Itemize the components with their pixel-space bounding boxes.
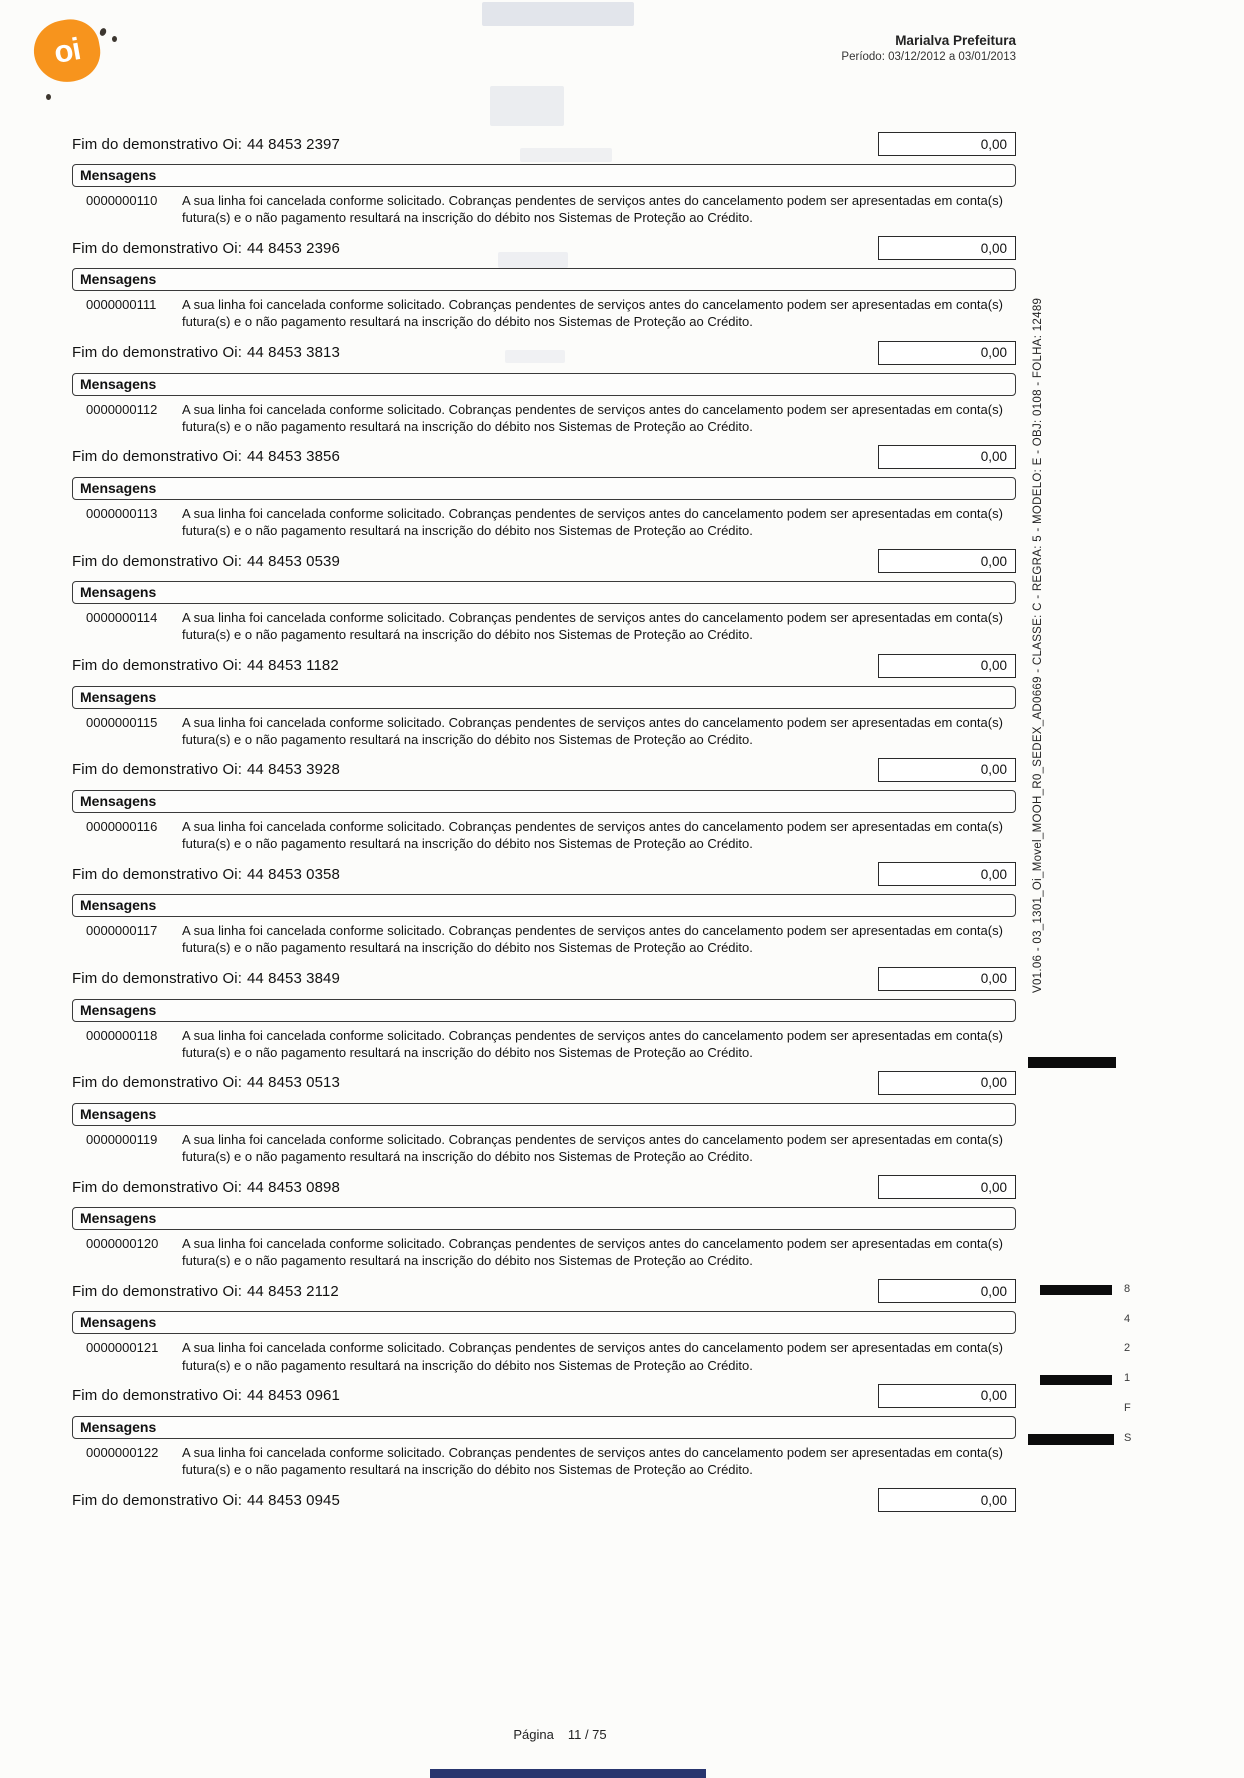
demonstrativo-block [72, 1384, 1016, 1481]
message-text: A sua linha foi cancelada conforme solicitado. Cobranças pendentes de serviços antes do cancelamento podem ser apresentadas em conta(s) futura(s) e o não pagamento resultará na inscrição do débito nos Sistemas de Proteção ao Crédito. [182, 297, 1003, 330]
demonstrativo-block [72, 236, 1016, 333]
demonstrativo-block [72, 1279, 1016, 1376]
fim-prefix: Fim do demonstrativo Oi: [72, 1491, 242, 1509]
demonstrativo-block [72, 1488, 1016, 1512]
fim-demonstrativo-row [72, 1488, 1016, 1512]
message-code: 0000000122 [86, 1444, 159, 1460]
message-text: A sua linha foi cancelada conforme solicitado. Cobranças pendentes de serviços antes do cancelamento podem ser apresentadas em conta(s) futura(s) e o não pagamento resultará na inscrição do débito nos Sistemas de Proteção ao Crédito. [182, 818, 1003, 852]
mensagens-section [72, 164, 1016, 229]
mensagens-section [72, 790, 1016, 855]
print-mark-letter: 8 [1124, 1283, 1131, 1295]
message-row [72, 187, 1016, 229]
demonstrativo-block [72, 549, 1016, 646]
phone-number: 44 8453 0945 [246, 1491, 340, 1509]
print-mark-letter: S [1124, 1432, 1132, 1444]
scan-artifact [490, 86, 564, 126]
fim-demonstrativo-label [72, 866, 340, 883]
message-text: A sua linha foi cancelada conforme solicitado. Cobranças pendentes de serviços antes do cancelamento podem ser apresentadas em conta(s) futura(s) e o não pagamento resultará na inscrição do débito nos Sistemas de Proteção ao Crédito. [182, 610, 1003, 643]
fim-demonstrativo-label [72, 448, 340, 465]
message-text: A sua linha foi cancelada conforme solicitado. Cobranças pendentes de serviços antes do cancelamento podem ser apresentadas em conta(s) futura(s) e o não pagamento resultará na inscrição do débito nos Sistemas de Proteção ao Crédito. [182, 193, 1003, 226]
message-row [72, 709, 1016, 751]
message-text: A sua linha foi cancelada conforme solicitado. Cobranças pendentes de serviços antes do cancelamento podem ser apresentadas em conta(s) futura(s) e o não pagamento resultará na inscrição do débito nos Sistemas de Proteção ao Crédito. [182, 1131, 1003, 1164]
mensagens-title: Mensagens [80, 479, 157, 496]
amount-value: 0,00 [980, 345, 1007, 361]
page-label: Página [513, 1727, 554, 1742]
mensagens-section [72, 1416, 1016, 1481]
fim-prefix: Fim do demonstrativo Oi: [72, 135, 242, 153]
amount-box [878, 1175, 1016, 1199]
message-code: 0000000115 [86, 714, 158, 730]
phone-number: 44 8453 0358 [246, 865, 340, 883]
mensagens-header [72, 268, 1016, 291]
mensagens-title: Mensagens [80, 1105, 157, 1122]
fim-demonstrativo-row [72, 862, 1016, 886]
mensagens-section [72, 373, 1016, 438]
mensagens-title: Mensagens [80, 1210, 157, 1227]
fim-demonstrativo-label [72, 1074, 340, 1091]
fim-demonstrativo-row [72, 1071, 1016, 1095]
amount-value: 0,00 [980, 240, 1007, 256]
mensagens-section [72, 1311, 1016, 1376]
message-row [72, 1126, 1016, 1168]
mensagens-header [72, 1207, 1016, 1230]
message-code: 0000000119 [86, 1131, 158, 1147]
amount-value: 0,00 [980, 1388, 1007, 1404]
message-row [72, 813, 1016, 855]
demonstrativo-block [72, 132, 1016, 229]
demonstrativo-block [72, 654, 1016, 751]
message-row [72, 1022, 1016, 1064]
amount-value: 0,00 [980, 553, 1007, 569]
phone-number: 44 8453 3928 [246, 761, 340, 779]
amount-value: 0,00 [980, 449, 1007, 465]
message-code: 0000000112 [86, 401, 158, 417]
message-row [72, 291, 1016, 333]
message-code: 0000000117 [86, 923, 158, 939]
oi-logo [34, 20, 154, 120]
blocks-container [72, 132, 1016, 1520]
mensagens-header [72, 894, 1016, 917]
message-row [72, 1230, 1016, 1272]
document-header [841, 32, 1016, 66]
message-code: 0000000120 [86, 1236, 159, 1252]
fim-prefix: Fim do demonstrativo Oi: [72, 552, 242, 570]
print-calibration-bar [1040, 1375, 1112, 1385]
print-calibration-bar [1028, 1434, 1114, 1445]
scan-edge-artifact [430, 1769, 706, 1778]
amount-value: 0,00 [980, 1179, 1007, 1195]
print-mark-letter: F [1124, 1402, 1131, 1414]
message-row [72, 604, 1016, 646]
page-footer [0, 1727, 1120, 1742]
ink-dot [112, 36, 117, 42]
message-row [72, 1334, 1016, 1376]
demonstrativo-block [72, 758, 1016, 855]
mensagens-section [72, 1207, 1016, 1272]
message-text: A sua linha foi cancelada conforme solicitado. Cobranças pendentes de serviços antes do cancelamento podem ser apresentadas em conta(s) futura(s) e o não pagamento resultará na inscrição do débito nos Sistemas de Proteção ao Crédito. [182, 1027, 1003, 1060]
message-text: A sua linha foi cancelada conforme solicitado. Cobranças pendentes de serviços antes do cancelamento podem ser apresentadas em conta(s) futura(s) e o não pagamento resultará na inscrição do débito nos Sistemas de Proteção ao Crédito. [182, 1236, 1003, 1269]
phone-number: 44 8453 3849 [246, 970, 340, 987]
message-text: A sua linha foi cancelada conforme solicitado. Cobranças pendentes de serviços antes do cancelamento podem ser apresentadas em conta(s) futura(s) e o não pagamento resultará na inscrição do débito nos Sistemas de Proteção ao Crédito. [182, 401, 1003, 434]
phone-number: 44 8453 2112 [246, 1282, 339, 1300]
fim-demonstrativo-row [72, 341, 1016, 365]
print-mark-letter: 4 [1124, 1313, 1131, 1325]
message-row [72, 917, 1016, 959]
amount-box [878, 1071, 1016, 1095]
fim-prefix: Fim do demonstrativo Oi: [72, 1387, 242, 1405]
fim-prefix: Fim do demonstrativo Oi: [72, 1178, 242, 1196]
fim-demonstrativo-label [72, 1387, 340, 1404]
mensagens-header [72, 164, 1016, 187]
amount-box [878, 862, 1016, 886]
mensagens-section [72, 268, 1016, 333]
demonstrativo-block [72, 1175, 1016, 1272]
mensagens-section [72, 894, 1016, 959]
amount-value: 0,00 [980, 1492, 1007, 1508]
demonstrativo-block [72, 862, 1016, 959]
mensagens-title: Mensagens [80, 271, 157, 288]
fim-demonstrativo-row [72, 549, 1016, 573]
fim-demonstrativo-row [72, 132, 1016, 156]
message-code: 0000000111 [86, 297, 157, 313]
page-number: 11 / 75 [567, 1727, 607, 1742]
fim-prefix: Fim do demonstrativo Oi: [72, 344, 242, 362]
billing-period: Período: 03/12/2012 a 03/01/2013 [841, 51, 1016, 64]
fim-demonstrativo-label [72, 970, 340, 987]
mensagens-header [72, 1311, 1016, 1334]
fim-demonstrativo-row [72, 445, 1016, 469]
mensagens-header [72, 581, 1016, 604]
message-code: 0000000113 [86, 505, 158, 521]
fim-demonstrativo-label [72, 1283, 339, 1300]
fim-prefix: Fim do demonstrativo Oi: [72, 239, 242, 257]
message-text: A sua linha foi cancelada conforme solicitado. Cobranças pendentes de serviços antes do cancelamento podem ser apresentadas em conta(s) futura(s) e o não pagamento resultará na inscrição do débito nos Sistemas de Proteção ao Crédito. [182, 1340, 1003, 1373]
message-text: A sua linha foi cancelada conforme solicitado. Cobranças pendentes de serviços antes do cancelamento podem ser apresentadas em conta(s) futura(s) e o não pagamento resultará na inscrição do débito nos Sistemas de Proteção ao Crédito. [182, 1444, 1003, 1477]
mensagens-header [72, 477, 1016, 500]
amount-box [878, 758, 1016, 782]
phone-number: 44 8453 0513 [246, 1074, 340, 1092]
fim-demonstrativo-label [72, 240, 340, 257]
message-row [72, 1439, 1016, 1481]
mensagens-title: Mensagens [80, 792, 157, 809]
mensagens-header [72, 1103, 1016, 1126]
print-mark-letter: 2 [1124, 1342, 1131, 1354]
fim-prefix: Fim do demonstrativo Oi: [72, 761, 242, 779]
oi-logo-icon [29, 15, 105, 88]
amount-value: 0,00 [980, 762, 1007, 778]
phone-number: 44 8453 1182 [246, 657, 339, 675]
phone-number: 44 8453 2396 [246, 239, 340, 257]
ink-dot [99, 27, 108, 37]
amount-value: 0,00 [980, 658, 1007, 674]
amount-box [878, 1279, 1016, 1303]
mensagens-title: Mensagens [80, 375, 157, 392]
mensagens-title: Mensagens [80, 1314, 157, 1331]
mensagens-section [72, 999, 1016, 1064]
ink-dot [46, 94, 51, 100]
mensagens-section [72, 581, 1016, 646]
print-calibration-bar [1028, 1057, 1116, 1068]
amount-box [878, 132, 1016, 156]
mensagens-section [72, 477, 1016, 542]
amount-value: 0,00 [980, 866, 1007, 882]
scan-artifact [482, 2, 634, 26]
print-mark-letter: 1 [1124, 1372, 1131, 1384]
demonstrativo-block [72, 445, 1016, 542]
fim-demonstrativo-row [72, 967, 1016, 991]
message-code: 0000000118 [86, 1027, 158, 1043]
mensagens-header [72, 686, 1016, 709]
mensagens-title: Mensagens [80, 584, 157, 601]
fim-prefix: Fim do demonstrativo Oi: [72, 865, 242, 883]
fim-demonstrativo-label [72, 344, 340, 361]
mensagens-section [72, 1103, 1016, 1168]
amount-box [878, 1488, 1016, 1512]
amount-box [878, 341, 1016, 365]
phone-number: 44 8453 0539 [246, 552, 340, 570]
amount-value: 0,00 [980, 1075, 1007, 1091]
amount-value: 0,00 [980, 136, 1007, 152]
fim-demonstrativo-label [72, 136, 340, 153]
fim-demonstrativo-row [72, 1175, 1016, 1199]
amount-value: 0,00 [980, 1283, 1007, 1299]
mensagens-header [72, 1416, 1016, 1439]
customer-name: Marialva Prefeitura [895, 33, 1016, 48]
mensagens-title: Mensagens [80, 688, 157, 705]
phone-number: 44 8453 0898 [246, 1178, 340, 1196]
fim-prefix: Fim do demonstrativo Oi: [72, 448, 242, 466]
oi-logo-text: oi [51, 31, 83, 70]
message-code: 0000000116 [86, 818, 158, 834]
amount-value: 0,00 [980, 971, 1007, 986]
fim-demonstrativo-row [72, 236, 1016, 260]
fim-demonstrativo-label [72, 1492, 340, 1509]
message-row [72, 396, 1016, 438]
mensagens-header [72, 790, 1016, 813]
amount-box [878, 654, 1016, 678]
fim-demonstrativo-label [72, 657, 339, 674]
mensagens-title: Mensagens [80, 1001, 157, 1018]
print-calibration-bar [1040, 1285, 1112, 1295]
fim-demonstrativo-label [72, 553, 340, 570]
fim-prefix: Fim do demonstrativo Oi: [72, 1074, 242, 1092]
message-code: 0000000110 [86, 193, 158, 208]
amount-box [878, 236, 1016, 260]
message-text: A sua linha foi cancelada conforme solicitado. Cobranças pendentes de serviços antes do cancelamento podem ser apresentadas em conta(s) futura(s) e o não pagamento resultará na inscrição do débito nos Sistemas de Proteção ao Crédito. [182, 923, 1003, 956]
demonstrativo-block [72, 1071, 1016, 1168]
amount-box [878, 1384, 1016, 1408]
mensagens-header [72, 373, 1016, 396]
message-text: A sua linha foi cancelada conforme solicitado. Cobranças pendentes de serviços antes do cancelamento podem ser apresentadas em conta(s) futura(s) e o não pagamento resultará na inscrição do débito nos Sistemas de Proteção ao Crédito. [182, 505, 1003, 539]
mensagens-header [72, 999, 1016, 1022]
fim-demonstrativo-row [72, 758, 1016, 782]
fim-demonstrativo-label [72, 1179, 340, 1196]
fim-prefix: Fim do demonstrativo Oi: [72, 657, 242, 675]
fim-demonstrativo-row [72, 654, 1016, 678]
message-code: 0000000114 [86, 610, 158, 626]
mensagens-title: Mensagens [80, 167, 157, 183]
mensagens-title: Mensagens [80, 897, 157, 914]
document-reference-vertical-text: V01.06 - 03_1301_Oi_Movel_MOOH_R0_SEDEX_AD0669 - CLASSE: C - REGRA: 5 - MODELO: E - OBJ: 0108 - FOLHA: 12489 [1032, 297, 1044, 993]
message-text: A sua linha foi cancelada conforme solicitado. Cobranças pendentes de serviços antes do cancelamento podem ser apresentadas em conta(s) futura(s) e o não pagamento resultará na inscrição do débito nos Sistemas de Proteção ao Crédito. [182, 714, 1003, 747]
phone-number: 44 8453 3856 [246, 448, 340, 466]
mensagens-title: Mensagens [80, 1418, 157, 1435]
message-code: 0000000121 [86, 1340, 159, 1356]
amount-box [878, 967, 1016, 991]
mensagens-section [72, 686, 1016, 751]
fim-demonstrativo-label [72, 761, 340, 778]
phone-number: 44 8453 3813 [246, 344, 340, 362]
fim-demonstrativo-row [72, 1279, 1016, 1303]
amount-box [878, 445, 1016, 469]
fim-prefix: Fim do demonstrativo Oi: [72, 1282, 242, 1300]
demonstrativo-block [72, 341, 1016, 438]
fim-prefix: Fim do demonstrativo Oi: [72, 970, 242, 987]
fim-demonstrativo-row [72, 1384, 1016, 1408]
phone-number: 44 8453 0961 [246, 1387, 340, 1405]
amount-box [878, 549, 1016, 573]
demonstrativo-block [72, 967, 1016, 1064]
phone-number: 44 8453 2397 [246, 135, 340, 153]
message-row [72, 500, 1016, 542]
